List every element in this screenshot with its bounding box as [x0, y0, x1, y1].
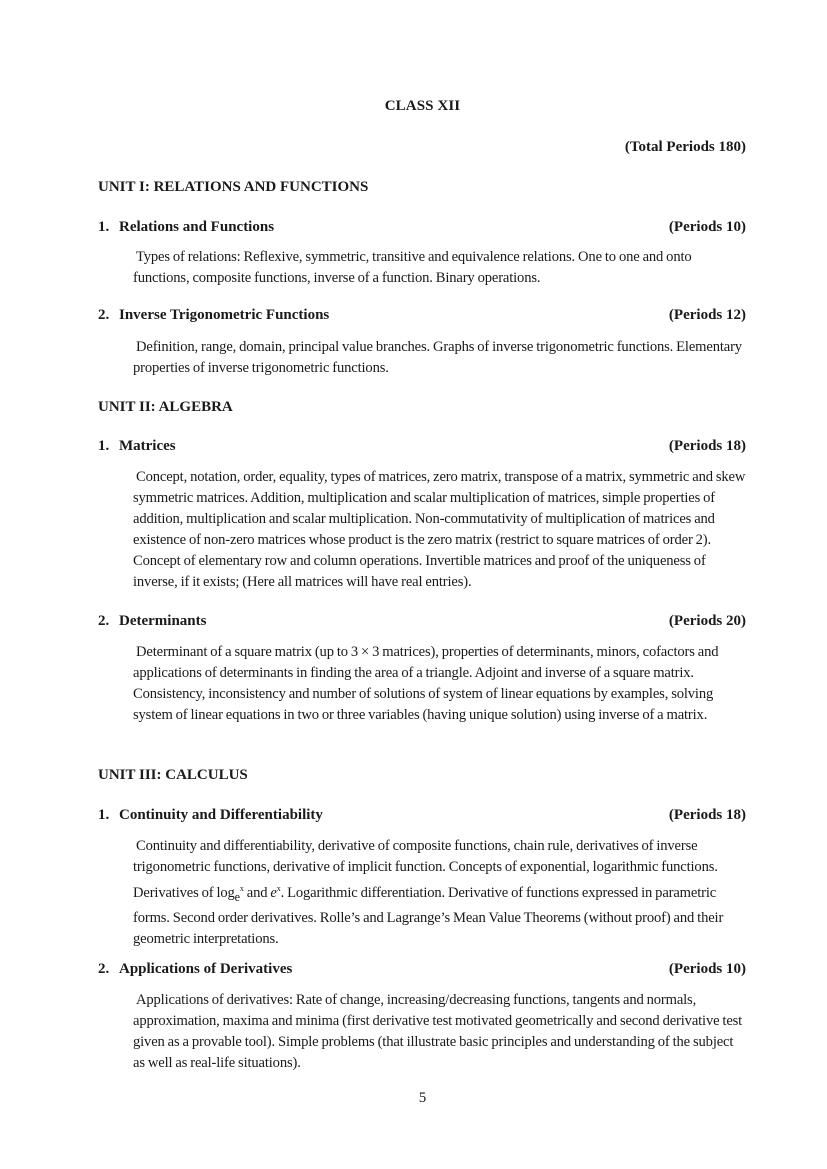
topic-periods: (Periods 12)	[668, 307, 746, 323]
topic-description: Types of relations: Reflexive, symmetric, transitive and equivalence relations. One to one and onto functions, composite functions, inverse of a function. Binary operations.	[133, 249, 692, 286]
log-argument-superscript: x	[239, 884, 244, 893]
and-text: and	[243, 884, 271, 901]
topic-heading	[98, 807, 746, 824]
topic-periods: (Periods 20)	[668, 613, 746, 629]
topic-description	[133, 836, 746, 950]
topic-periods: (Periods 18)	[668, 438, 746, 454]
topic-title: Matrices	[119, 438, 176, 454]
topic-heading	[98, 438, 746, 455]
exponent-base: e	[270, 884, 277, 901]
unit-heading: UNIT III: CALCULUS	[98, 767, 248, 783]
topic-periods: (Periods 18)	[668, 807, 746, 823]
topic-description: Determinant of a square matrix (up to 3 × 3 matrices), properties of determinants, minors, cofactors and applications of determinants in finding the area of a triangle. Adjoint and inverse of a square matrix. Consistency, inconsistency and number of solutions of system of linear equations by examples, solving system of linear equations in two or three variables (having unique solution) using inverse of a matrix.	[133, 644, 719, 723]
topic-number: 2.	[98, 961, 110, 977]
topic-title: Applications of Derivatives	[119, 961, 293, 977]
topic-number: 2.	[98, 307, 110, 323]
topic-description: Applications of derivatives: Rate of change, increasing/decreasing functions, tangents and normals, approximation, maxima and minima (first derivative test motivated geometrically and second derivative test given as a provable tool). Simple problems (that illustrate basic principles and understanding of the subject as well as real-life situations).	[133, 992, 743, 1071]
class-title: CLASS XII	[384, 98, 461, 114]
topic-heading	[98, 307, 746, 324]
unit-heading: UNIT II: ALGEBRA	[98, 399, 233, 415]
topic-title: Relations and Functions	[119, 219, 275, 235]
unit-heading: UNIT I: RELATIONS AND FUNCTIONS	[98, 179, 369, 195]
topic-title: Continuity and Differentiability	[119, 807, 323, 823]
topic-heading	[98, 961, 746, 978]
topic-heading	[98, 613, 746, 630]
topic-number: 1.	[98, 438, 110, 454]
exponent-superscript: x	[276, 884, 281, 893]
description-text: Continuity and differentiability, derivative of composite functions, chain rule, derivatives of inverse trigonometric functions, derivative of implicit function. Concepts of exponential, logarithmic functions. Derivatives of log	[133, 838, 718, 901]
topic-periods: (Periods 10)	[668, 219, 746, 235]
topic-description: Definition, range, domain, principal value branches. Graphs of inverse trigonometric functions. Elementary properties of inverse trigonometric functions.	[133, 339, 742, 376]
topic-number: 2.	[98, 613, 110, 629]
page-number: 5	[418, 1090, 427, 1106]
total-periods: (Total Periods 180)	[624, 139, 746, 155]
topic-periods: (Periods 10)	[668, 961, 746, 977]
description-text: . Logarithmic differentiation. Derivative of functions expressed in parametric forms. Second order derivatives. Rolle’s and Lagrange’s Mean Value Theorems (without proof) and their geometric interpretations.	[133, 884, 724, 947]
topic-description: Concept, notation, order, equality, types of matrices, zero matrix, transpose of a matrix, symmetric and skew symmetric matrices. Addition, multiplication and scalar multiplication of matrices, simple properties of addition, multiplication and scalar multiplication. Non-commutativity of multiplication of matrices and existence of non-zero matrices whose product is the zero matrix (restrict to square matrices of order 2). Concept of elementary row and column operations. Invertible matrices and proof of the uniqueness of inverse, if it exists; (Here all matrices will have real entries).	[133, 469, 746, 590]
topic-title: Inverse Trigonometric Functions	[119, 307, 330, 323]
topic-number: 1.	[98, 219, 110, 235]
log-base-subscript: e	[234, 889, 240, 904]
topic-heading	[98, 219, 746, 236]
topic-title: Determinants	[119, 613, 207, 629]
topic-number: 1.	[98, 807, 110, 823]
